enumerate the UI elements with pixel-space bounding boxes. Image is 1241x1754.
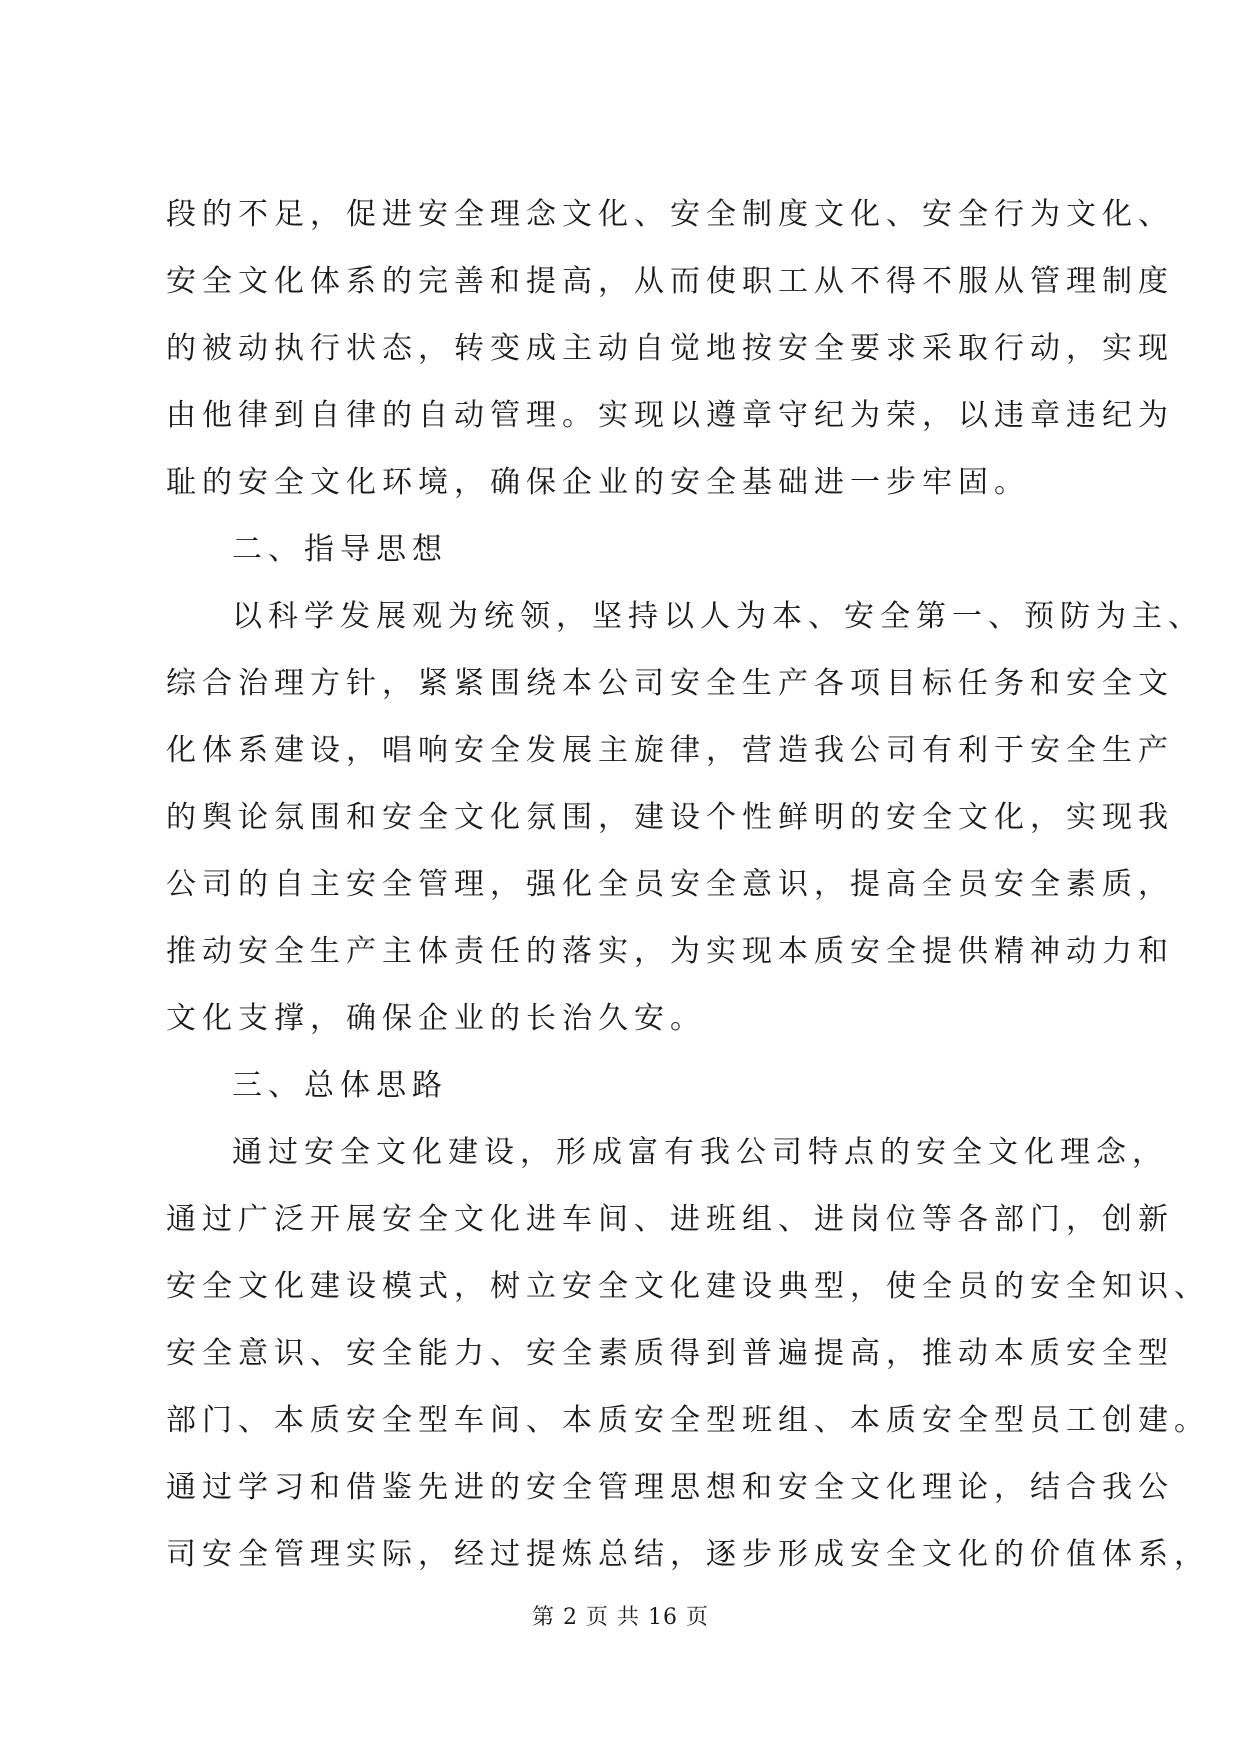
text-line-21: 司安全管理实际，经过提炼总结，逐步形成安全文化的价值体系， — [166, 1537, 1210, 1572]
text-line-9: 化体系建设，唱响安全发展主旋律，营造我公司有利于安全生产 — [166, 733, 1174, 768]
text-line-16: 通过广泛开展安全文化进车间、进班组、进岗位等各部门，创新 — [166, 1202, 1174, 1237]
text-line-13: 文化支撑，确保企业的长治久安。 — [166, 1001, 706, 1036]
text-line-12: 推动安全生产主体责任的落实，为实现本质安全提供精神动力和 — [166, 934, 1174, 969]
text-line-4: 由他律到自律的自动管理。实现以遵章守纪为荣，以违章违纪为 — [166, 398, 1174, 433]
document-body — [166, 194, 1210, 1601]
text-line-19: 部门、本质安全型车间、本质安全型班组、本质安全型员工创建。 — [166, 1403, 1210, 1438]
text-line-1: 段的不足，促进安全理念文化、安全制度文化、安全行为文化、 — [166, 197, 1174, 232]
section-heading-overall-approach: 三、总体思路 — [232, 1068, 448, 1103]
text-line-20: 通过学习和借鉴先进的安全管理思想和安全文化理论，结合我公 — [166, 1470, 1174, 1505]
page-number-footer: 第 2 页 共 16 页 — [532, 1605, 709, 1630]
text-line-10: 的舆论氛围和安全文化氛围，建设个性鲜明的安全文化，实现我 — [166, 800, 1174, 835]
text-line-18: 安全意识、安全能力、安全素质得到普遍提高，推动本质安全型 — [166, 1336, 1174, 1371]
text-line-7: 以科学发展观为统领，坚持以人为本、安全第一、预防为主、 — [232, 599, 1204, 634]
text-line-2: 安全文化体系的完善和提高，从而使职工从不得不服从管理制度 — [166, 264, 1174, 299]
text-line-3: 的被动执行状态，转变成主动自觉地按安全要求采取行动，实现 — [166, 331, 1174, 366]
section-heading-guiding-ideology: 二、指导思想 — [232, 532, 448, 567]
text-line-15: 通过安全文化建设，形成富有我公司特点的安全文化理念， — [232, 1135, 1168, 1170]
text-line-17: 安全文化建设模式，树立安全文化建设典型，使全员的安全知识、 — [166, 1269, 1210, 1304]
text-line-8: 综合治理方针，紧紧围绕本公司安全生产各项目标任务和安全文 — [166, 666, 1174, 701]
text-line-5: 耻的安全文化环境，确保企业的安全基础进一步牢固。 — [166, 465, 1030, 500]
text-line-11: 公司的自主安全管理，强化全员安全意识，提高全员安全素质， — [166, 867, 1174, 902]
